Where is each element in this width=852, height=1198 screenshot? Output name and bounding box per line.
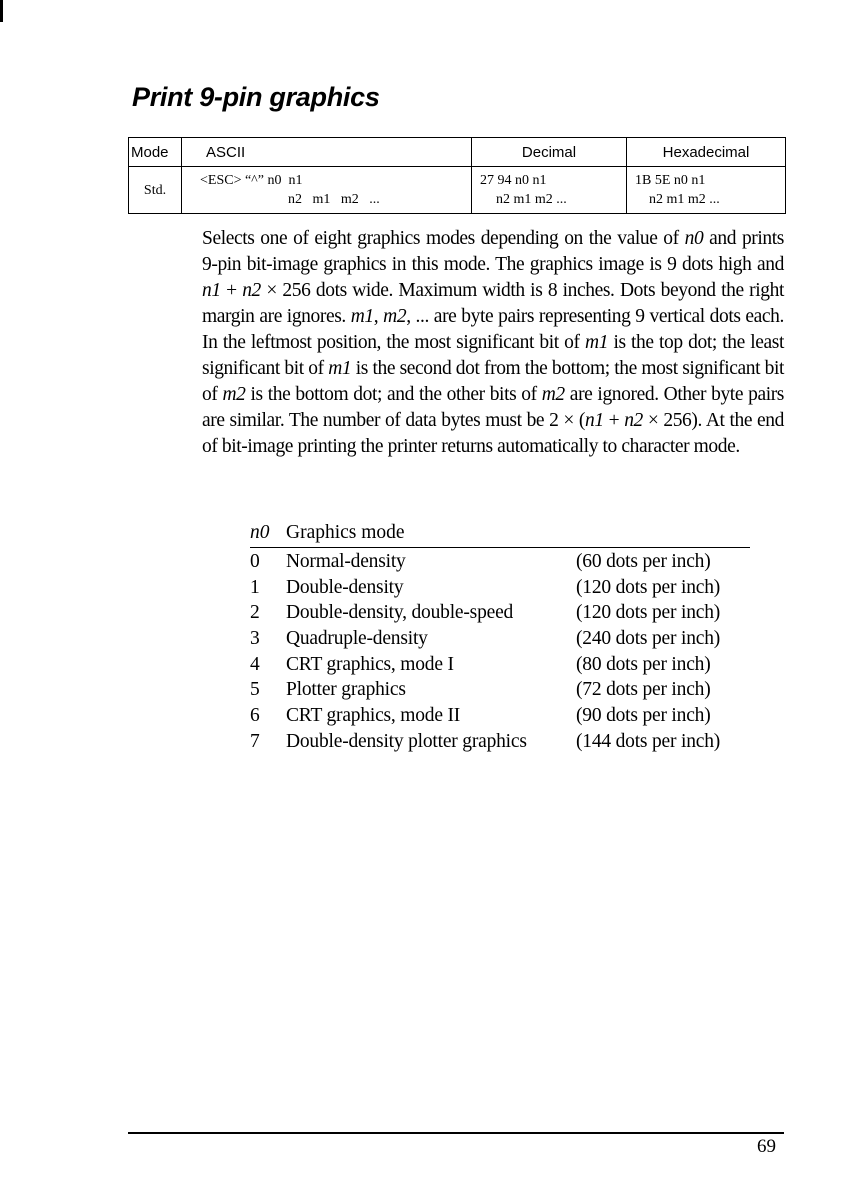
variable-ref: n0 (684, 228, 704, 249)
mode-number: 3 (250, 628, 260, 650)
mode-row (250, 626, 770, 652)
mode-resolution: (90 dots per inch) (576, 705, 711, 727)
hex-line-2: n2 m1 m2 ... (649, 192, 720, 207)
command-table-header (129, 138, 786, 167)
description-text: is the second dot from the bottom; the most significant bit of (202, 358, 784, 405)
std-mode: Std. (129, 167, 182, 214)
mode-resolution: (72 dots per inch) (576, 679, 711, 701)
description-text: is the bottom dot; and the other bits of (245, 384, 542, 405)
command-table-row-std (129, 167, 786, 214)
mode-resolution: (80 dots per inch) (576, 653, 711, 675)
decimal-line-2: n2 m1 m2 ... (496, 192, 567, 207)
ascii-line-2: n2 m1 m2 ... (288, 192, 380, 207)
description-text: × 256). At the end of bit-image printing the printer returns automatically to character mode. (202, 410, 784, 457)
description-text: × 256 dots wide. Maximum width is 8 inches. Dots beyond the right margin are ignores. (202, 280, 784, 327)
description-text: is the top dot; the least significant bit of (202, 332, 784, 379)
modes-col-n0: n0 (250, 522, 270, 543)
variable-ref: m1 (585, 332, 609, 353)
mode-resolution: (120 dots per inch) (576, 576, 721, 598)
mode-row (250, 677, 770, 703)
mode-name: CRT graphics, mode I (286, 653, 454, 675)
mode-number: 6 (250, 705, 260, 727)
mode-name: Normal-density (286, 551, 406, 572)
mode-row (250, 729, 770, 755)
mode-name: Double-density plotter graphics (286, 730, 527, 752)
description-text: + (220, 280, 243, 301)
description-text: Selects one of eight graphics modes depending on the value of (202, 228, 685, 249)
mode-name: Plotter graphics (286, 679, 406, 701)
mode-resolution: (144 dots per inch) (576, 730, 721, 752)
modes-table-header (250, 520, 750, 548)
description-text: , ... are byte pairs representing 9 vertical dots each. In the leftmost position, the most significant bit of (202, 306, 785, 353)
corner-mark (0, 0, 3, 22)
description-text: + (603, 410, 625, 431)
variable-ref: m1 (350, 306, 374, 327)
variable-ref: m1 (328, 358, 352, 379)
mode-row (250, 549, 770, 575)
header-mode: Mode (129, 138, 182, 167)
mode-name: CRT graphics, mode II (286, 705, 461, 727)
decimal-line-1: 27 94 n0 n1 (480, 173, 547, 188)
header-hexadecimal: Hexadecimal (627, 138, 786, 167)
mode-number: 1 (250, 576, 260, 598)
mode-name: Quadruple-density (286, 628, 428, 650)
modes-col-graphics-mode: Graphics mode (286, 522, 405, 543)
mode-number: 5 (250, 679, 260, 701)
variable-ref: n1 (202, 280, 221, 301)
variable-ref: n1 (585, 410, 604, 431)
std-hexadecimal (627, 167, 786, 214)
mode-name: Double-density, double-speed (286, 602, 514, 624)
page-number: 69 (757, 1136, 776, 1157)
description-text: and prints 9-pin bit-image graphics in this mode. The graphics image is 9 dots high and (202, 228, 784, 275)
hex-line-1: 1B 5E n0 n1 (635, 173, 706, 188)
mode-resolution: (120 dots per inch) (576, 602, 721, 624)
mode-row (250, 703, 770, 729)
variable-ref: n2 (624, 410, 643, 431)
ascii-line-1: <ESC> “^” n0 n1 (200, 173, 303, 188)
description-text: , (373, 306, 384, 327)
std-ascii (182, 167, 472, 214)
mode-resolution: (240 dots per inch) (576, 628, 721, 650)
variable-ref: m2 (222, 384, 246, 405)
variable-ref: m2 (541, 384, 565, 405)
header-decimal: Decimal (472, 138, 627, 167)
mode-number: 2 (250, 602, 260, 624)
command-table (128, 137, 786, 214)
variable-ref: n2 (242, 280, 261, 301)
mode-number: 7 (250, 730, 260, 752)
description-paragraph (202, 226, 784, 460)
mode-name: Double-density (286, 576, 404, 598)
mode-number: 4 (250, 653, 260, 675)
page-title: Print 9-pin graphics (132, 82, 380, 112)
header-ascii: ASCII (182, 138, 472, 167)
mode-resolution: (60 dots per inch) (576, 551, 711, 572)
footer-rule (128, 1132, 784, 1134)
modes-table (250, 549, 770, 755)
mode-row (250, 652, 770, 678)
description-text: are ignored. Other byte pairs are similar. The number of data bytes must be 2 × ( (202, 384, 784, 431)
mode-row (250, 575, 770, 601)
mode-row (250, 600, 770, 626)
mode-number: 0 (250, 551, 260, 572)
std-decimal (472, 167, 627, 214)
variable-ref: m2 (383, 306, 407, 327)
